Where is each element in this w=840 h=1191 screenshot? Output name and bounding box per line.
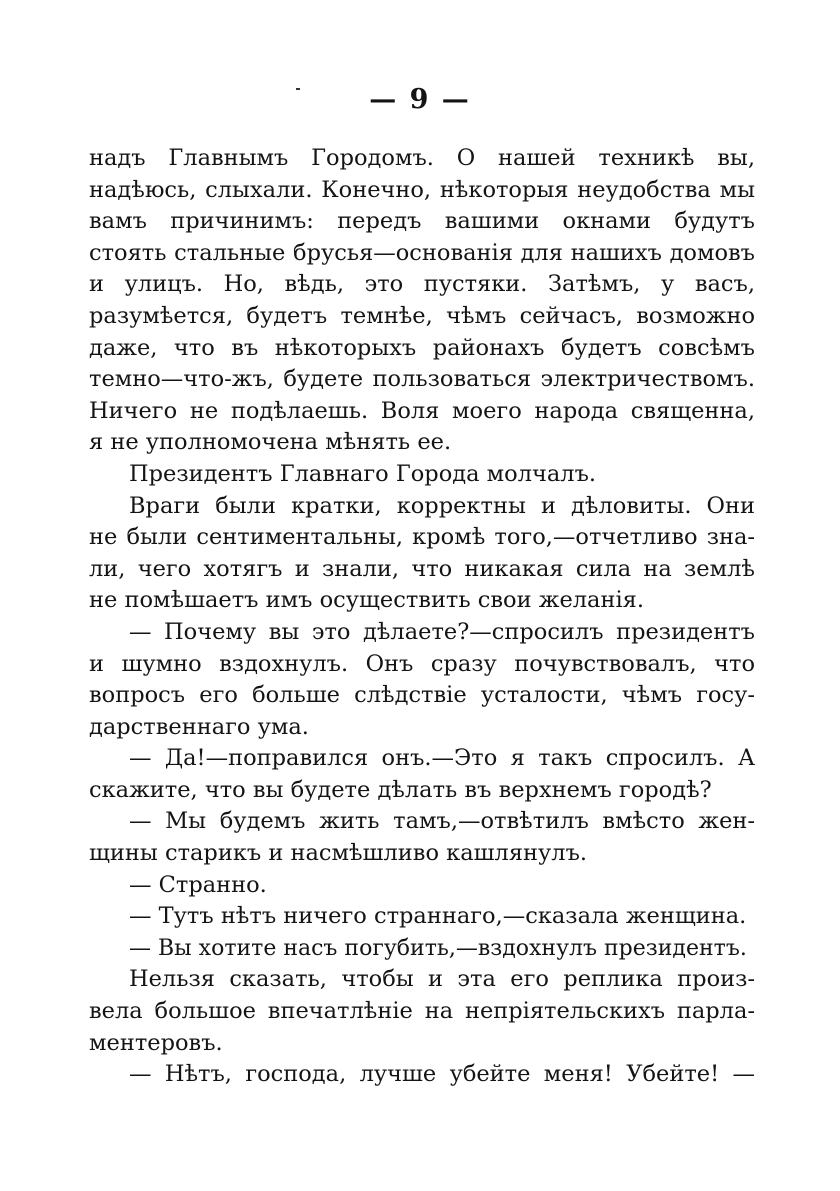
- text-line: вопросъ его больше слѣдствіе усталости, чѣмъ госу-: [89, 682, 755, 709]
- text-line: — Странно.: [129, 871, 267, 898]
- text-line: Президентъ Главнаго Города молчалъ.: [129, 460, 597, 487]
- text-line: я не уполномочена мѣнять ее.: [89, 429, 452, 456]
- text-line: и улицъ. Но, вѣдь, это пустяки. Затѣмъ, у васъ,: [89, 271, 755, 298]
- text-line: не помѣшаетъ имъ осуществить свои желанія.: [89, 587, 645, 614]
- text-line: Нельзя сказать, чтобы и эта его реплика произ-: [129, 966, 755, 993]
- text-line: даже, что въ нѣкоторыхъ районахъ будетъ совсѣмъ: [89, 334, 755, 361]
- text-line: Ничего не подѣлаешь. Воля моего народа священна,: [89, 397, 755, 424]
- text-line: ментеровъ.: [89, 1029, 223, 1056]
- text-line: не были сентиментальны, кромѣ того,—отчетливо зна-: [89, 524, 755, 551]
- text-line: — Вы хотите насъ погубить,—вздохнулъ президентъ.: [129, 935, 747, 961]
- text-line: скажите, что вы будете дѣлать въ верхнемъ городѣ?: [89, 776, 712, 803]
- page-number: — 9 —: [369, 84, 471, 115]
- text-line: надѣюсь, слыхали. Конечно, нѣкоторыя неудобства мы: [89, 176, 755, 203]
- text-line: — Нѣтъ, господа, лучше убейте меня! Убейте! —: [129, 1061, 755, 1088]
- text-line: — Да!—поправился онъ.—Это я такъ спросилъ. А: [129, 745, 755, 772]
- text-line: темно—что-жъ, будете пользоваться электричествомъ.: [89, 366, 755, 393]
- text-line: вела большое впечатлѣніе на непріятельскихъ парла-: [89, 998, 755, 1025]
- text-line: — Тутъ нѣтъ ничего страннаго,—сказала женщина.: [129, 903, 747, 930]
- text-line: щины старикъ и насмѣшливо кашлянулъ.: [89, 840, 588, 867]
- text-line: стоять стальные брусья—основанія для нашихъ домовъ: [89, 239, 755, 266]
- text-line: — Мы будемъ жить тамъ,—отвѣтилъ вмѣсто жен-: [129, 808, 755, 835]
- text-line: вамъ причинимъ: передъ вашими окнами будутъ: [89, 208, 755, 235]
- text-line: и шумно вздохнулъ. Онъ сразу почувствовалъ, что: [89, 650, 755, 677]
- body-text: [89, 143, 755, 1091]
- text-line: надъ Главнымъ Городомъ. О нашей техникѣ вы,: [89, 145, 755, 171]
- text-line: — Почему вы это дѣлаете?—спросилъ президентъ: [129, 618, 755, 645]
- text-line: разумѣется, будетъ темнѣе, чѣмъ сейчасъ, возможно: [89, 302, 755, 329]
- text-line: дарственнаго ума.: [89, 713, 309, 740]
- text-line: ли, чего хотягъ и знали, что никакая сила на землѣ: [89, 555, 755, 582]
- text-line: Враги были кратки, корректны и дѣловиты. Они: [129, 492, 755, 519]
